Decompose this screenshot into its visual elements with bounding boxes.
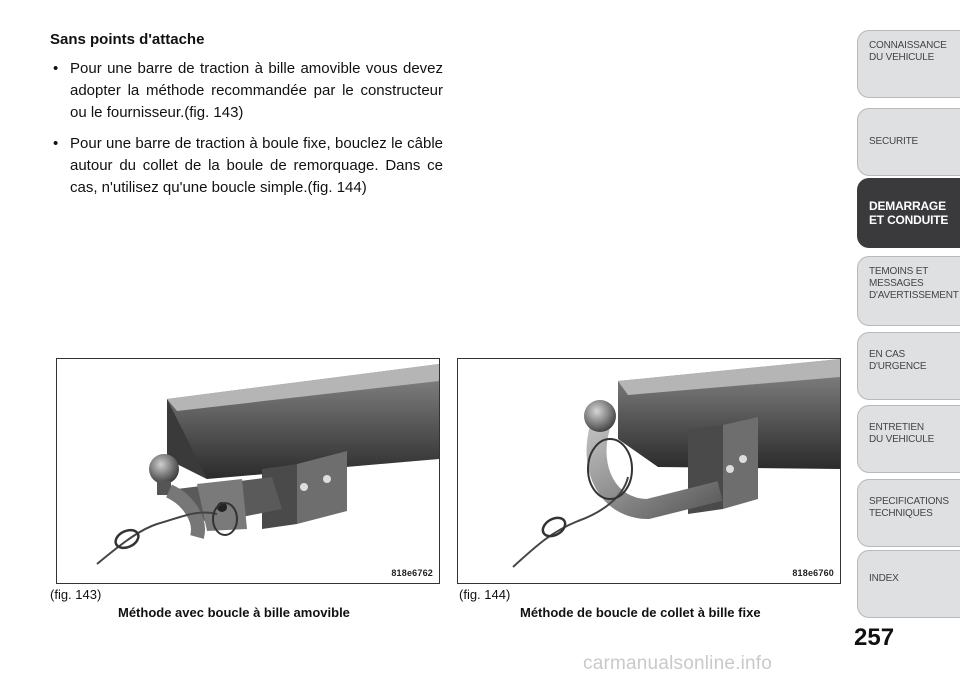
tab-label: TECHNIQUES (869, 508, 933, 519)
tab-label: MESSAGES (869, 278, 924, 289)
figure-143-detachable-ball (56, 358, 440, 584)
tab-label: D'AVERTISSEMENT (869, 290, 959, 301)
tab-label: INDEX (869, 573, 899, 584)
tab-entretien-du-vehicule[interactable] (857, 405, 960, 473)
figure-caption: Méthode de boucle de collet à bille fixe (520, 605, 761, 620)
list-item (50, 133, 443, 199)
tab-label: DU VEHICULE (869, 434, 935, 445)
tab-label: ENTRETIEN (869, 422, 924, 433)
tab-connaissance-du-vehicule[interactable] (857, 30, 960, 98)
tab-temoins-et-messages[interactable] (857, 256, 960, 326)
tab-securite[interactable] (857, 108, 960, 176)
list-item-text: Pour une barre de traction à bille amovible vous devez adopter la méthode recommandée par le constructeur ou le fournisseur.(fig. 143) (70, 60, 443, 121)
list-item-text: Pour une barre de traction à boule fixe, bouclez le câble autour du collet de la boule de remorquage. Dans ce cas, n'utilisez qu'une boucle simple.(fig. 144) (70, 135, 443, 196)
list-item (50, 58, 443, 124)
instruction-list (50, 58, 443, 208)
figure-code: 818e6760 (792, 568, 834, 578)
figure-code: 818e6762 (391, 568, 433, 578)
page-number: 257 (854, 624, 895, 651)
watermark: carmanualsonline.info (583, 653, 773, 674)
tab-label: SPECIFICATIONS (869, 496, 949, 507)
bullet-icon: • (53, 135, 59, 152)
tow-bar-fixed-illustration (458, 359, 840, 583)
tab-label: DEMARRAGE (869, 199, 946, 213)
section-heading: Sans points d'attache (50, 31, 205, 48)
tab-label: SECURITE (869, 136, 918, 147)
tab-label: DU VEHICULE (869, 52, 935, 63)
figure-ref: (fig. 143) (50, 587, 102, 602)
tab-specifications-techniques[interactable] (857, 479, 960, 547)
tab-label: D'URGENCE (869, 361, 927, 372)
bullet-icon: • (53, 60, 59, 77)
tab-index[interactable] (857, 550, 960, 618)
tab-label: CONNAISSANCE (869, 40, 947, 51)
tab-label: ET CONDUITE (869, 213, 949, 227)
tab-label: EN CAS (869, 349, 906, 360)
tab-demarrage-et-conduite[interactable] (857, 178, 960, 248)
tab-en-cas-d-urgence[interactable] (857, 332, 960, 400)
figure-caption: Méthode avec boucle à bille amovible (118, 605, 350, 620)
figure-144-fixed-ball (457, 358, 841, 584)
tow-bar-detachable-illustration (57, 359, 439, 583)
tab-label: TEMOINS ET (869, 266, 929, 277)
figure-ref: (fig. 144) (459, 587, 511, 602)
